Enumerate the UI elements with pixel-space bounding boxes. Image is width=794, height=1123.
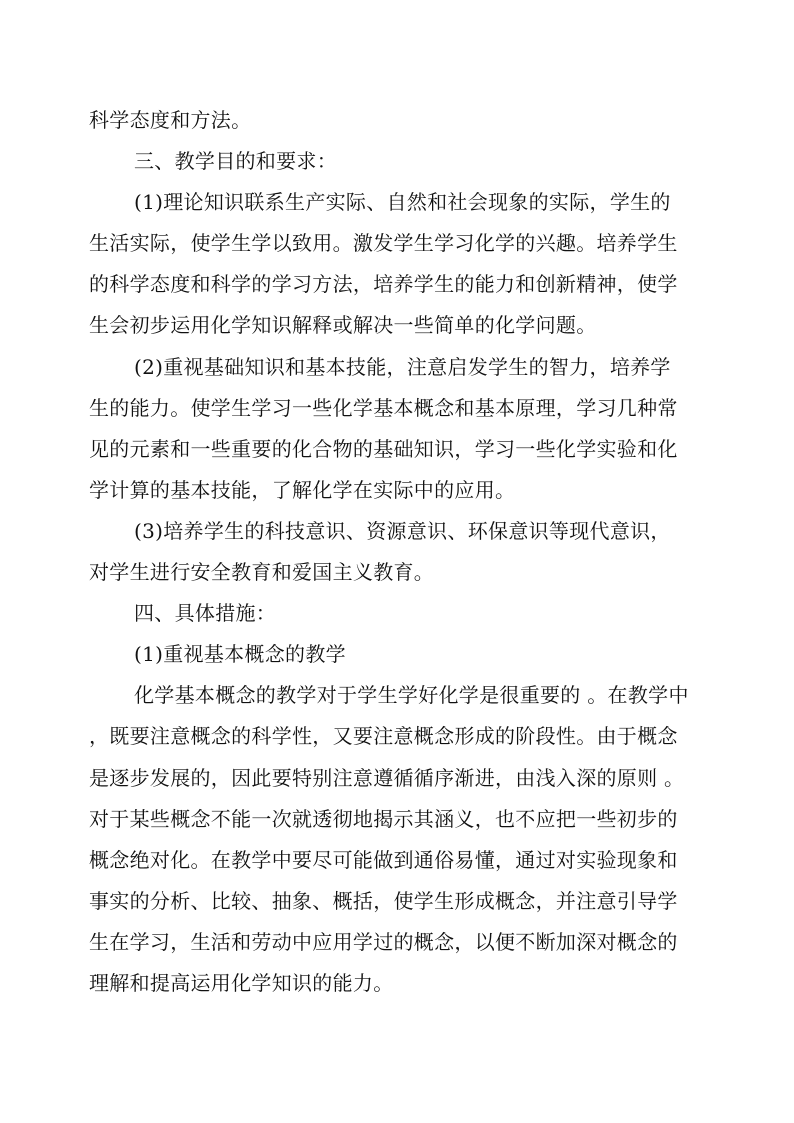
- text-line: 理解和提高运用化学知识的能力。: [89, 970, 394, 995]
- text-line: 对学生进行安全教育和爱国主义教育。: [89, 560, 435, 585]
- text-line: 是逐步发展的，因此要特别注意遵循循序渐进，由浅入深的原则 。: [89, 765, 685, 790]
- text-line: 的科学态度和科学的学习方法，培养学生的能力和创新精神，使学: [89, 272, 678, 297]
- section-heading: 三、教学目的和要求：: [134, 149, 337, 174]
- text-line: 学计算的基本技能，了解化学在实际中的应用。: [89, 477, 516, 502]
- section-heading: 四、具体措施：: [134, 601, 277, 626]
- text-line: 生会初步运用化学知识解释或解决一些简单的化学问题。: [89, 313, 597, 338]
- text-line: 对于某些概念不能一次就透彻地揭示其涵义，也不应把一些初步的: [89, 806, 678, 831]
- text-line: 生活实际，使学生学以致用。激发学生学习化学的兴趣。培养学生: [89, 231, 678, 256]
- text-line: 事实的分析、比较、抽象、概括，使学生形成概念，并注意引导学: [89, 888, 678, 913]
- text-line: 生在学习，生活和劳动中应用学过的概念，以便不断加深对概念的: [89, 929, 678, 954]
- text-line: (2)重视基础知识和基本技能，注意启发学生的智力，培养学: [134, 354, 671, 379]
- subsection-heading: (1)重视基本概念的教学: [134, 642, 346, 667]
- text-line: 概念绝对化。在教学中要尽可能做到通俗易懂，通过对实验现象和: [89, 847, 678, 872]
- text-line: 见的元素和一些重要的化合物的基础知识，学习一些化学实验和化: [89, 436, 678, 461]
- text-line: ，既要注意概念的科学性，又要注意概念形成的阶段性。由于概念: [89, 724, 678, 749]
- text-line: 科学态度和方法。: [89, 108, 252, 132]
- text-line: (1)理论知识联系生产实际、自然和社会现象的实际，学生的: [134, 190, 671, 215]
- text-line: 生的能力。使学生学习一些化学基本概念和基本原理，学习几种常: [89, 395, 678, 420]
- document-body: [89, 100, 709, 1004]
- text-line: (3)培养学生的科技意识、资源意识、环保意识等现代意识，: [134, 518, 671, 543]
- text-line: 化学基本概念的教学对于学生学好化学是很重要的 。在教学中: [134, 683, 689, 708]
